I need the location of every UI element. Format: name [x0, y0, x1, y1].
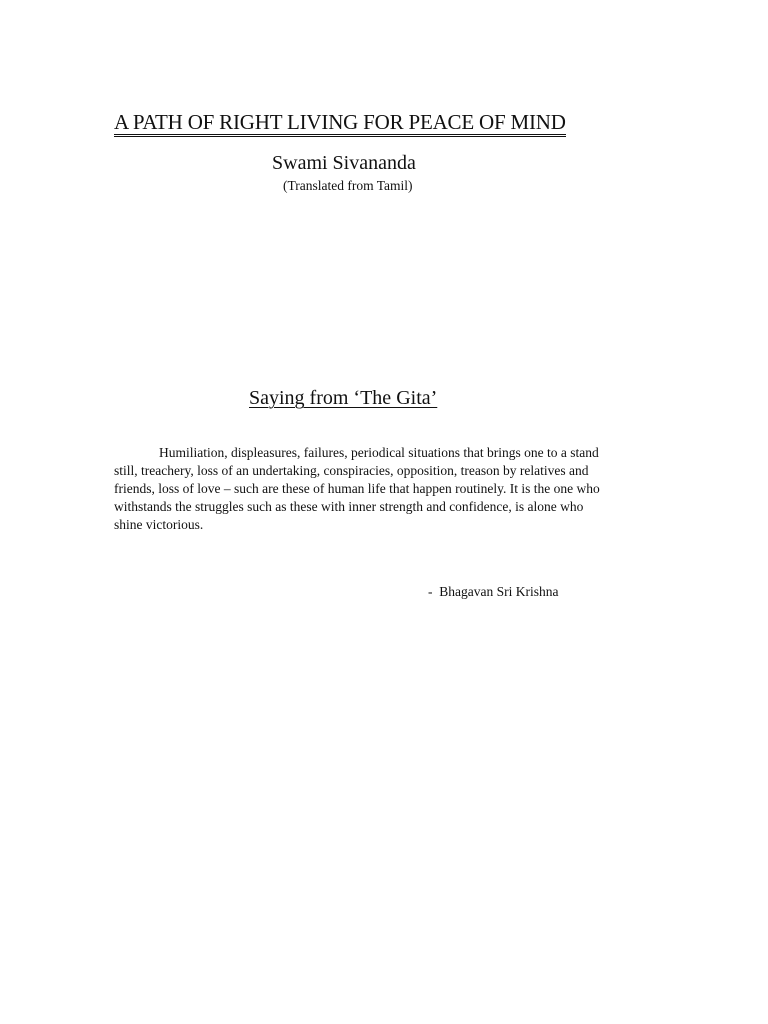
section-heading: Saying from ‘The Gita’	[249, 387, 438, 409]
quote-line: friends, loss of love – such are these of human life that happen routinely. It is the one who	[114, 481, 600, 496]
author-name: Swami Sivananda	[272, 152, 416, 174]
quote-attribution: - Bhagavan Sri Krishna	[428, 584, 559, 599]
quote-line: Humiliation, displeasures, failures, periodical situations that brings one to a stand	[159, 445, 599, 460]
document-title	[114, 108, 566, 136]
translation-note: (Translated from Tamil)	[283, 178, 413, 193]
quote-line: withstands the struggles such as these with inner strength and confidence, is alone who	[114, 499, 584, 514]
quote-line: shine victorious.	[114, 517, 204, 532]
quote-line: still, treachery, loss of an undertaking, conspiracies, opposition, treason by relatives and	[114, 463, 589, 478]
document-title-text: A PATH OF RIGHT LIVING FOR PEACE OF MIND	[114, 110, 566, 137]
quote-paragraph	[114, 444, 654, 534]
